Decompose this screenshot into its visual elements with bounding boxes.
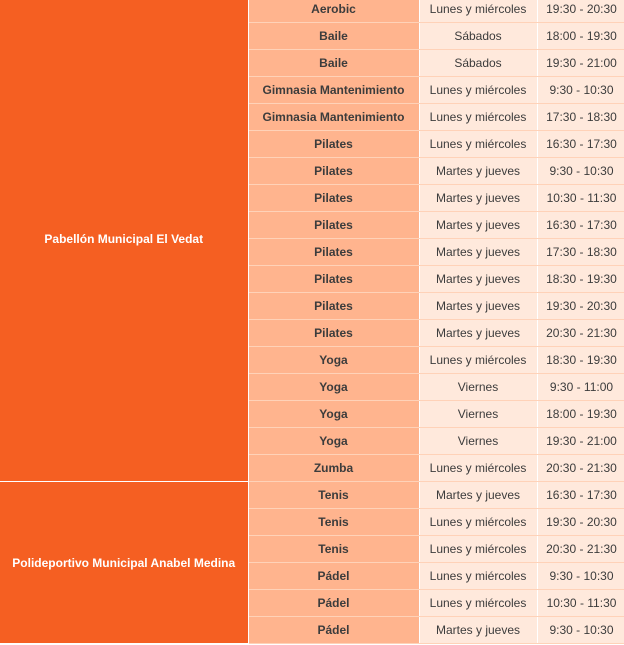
days-cell: Martes y jueves: [419, 185, 537, 212]
activity-cell: Tenis: [248, 536, 419, 563]
time-cell: 10:30 - 11:30: [537, 185, 624, 212]
days-cell: Martes y jueves: [419, 239, 537, 266]
days-cell: Lunes y miércoles: [419, 104, 537, 131]
table-row: [0, 482, 624, 509]
time-cell: 16:30 - 17:30: [537, 212, 624, 239]
time-cell: 16:30 - 17:30: [537, 131, 624, 158]
days-cell: Martes y jueves: [419, 617, 537, 644]
days-cell: Viernes: [419, 401, 537, 428]
activity-cell: Pádel: [248, 617, 419, 644]
activity-cell: Yoga: [248, 428, 419, 455]
time-cell: 16:30 - 17:30: [537, 482, 624, 509]
time-cell: 20:30 - 21:30: [537, 320, 624, 347]
days-cell: Lunes y miércoles: [419, 563, 537, 590]
days-cell: Martes y jueves: [419, 320, 537, 347]
activity-cell: Pilates: [248, 158, 419, 185]
activity-cell: Baile: [248, 50, 419, 77]
time-cell: 9:30 - 10:30: [537, 77, 624, 104]
days-cell: Lunes y miércoles: [419, 536, 537, 563]
venue-name-cell: Pabellón Municipal El Vedat: [0, 0, 248, 482]
time-cell: 18:30 - 19:30: [537, 266, 624, 293]
time-cell: 18:00 - 19:30: [537, 23, 624, 50]
days-cell: Sábados: [419, 23, 537, 50]
days-cell: Martes y jueves: [419, 158, 537, 185]
days-cell: Lunes y miércoles: [419, 455, 537, 482]
activity-cell: Gimnasia Mantenimiento: [248, 104, 419, 131]
activity-cell: Tenis: [248, 509, 419, 536]
activity-cell: Pilates: [248, 185, 419, 212]
activity-cell: Pilates: [248, 293, 419, 320]
days-cell: Lunes y miércoles: [419, 347, 537, 374]
days-cell: Sábados: [419, 50, 537, 77]
days-cell: Lunes y miércoles: [419, 590, 537, 617]
days-cell: Lunes y miércoles: [419, 77, 537, 104]
time-cell: 19:30 - 20:30: [537, 509, 624, 536]
time-cell: 9:30 - 10:30: [537, 617, 624, 644]
activity-cell: Yoga: [248, 347, 419, 374]
time-cell: 9:30 - 11:00: [537, 374, 624, 401]
activity-cell: Pilates: [248, 212, 419, 239]
days-cell: Viernes: [419, 374, 537, 401]
activity-cell: Aerobic: [248, 0, 419, 23]
time-cell: 17:30 - 18:30: [537, 239, 624, 266]
days-cell: Viernes: [419, 428, 537, 455]
days-cell: Lunes y miércoles: [419, 509, 537, 536]
activity-cell: Pádel: [248, 563, 419, 590]
activity-cell: Gimnasia Mantenimiento: [248, 77, 419, 104]
activity-cell: Zumba: [248, 455, 419, 482]
activity-cell: Baile: [248, 23, 419, 50]
activity-cell: Yoga: [248, 374, 419, 401]
time-cell: 20:30 - 21:30: [537, 455, 624, 482]
table-row: [0, 0, 624, 23]
activity-cell: Tenis: [248, 482, 419, 509]
time-cell: 18:30 - 19:30: [537, 347, 624, 374]
activity-cell: Pilates: [248, 320, 419, 347]
time-cell: 19:30 - 21:00: [537, 428, 624, 455]
days-cell: Martes y jueves: [419, 293, 537, 320]
activity-cell: Yoga: [248, 401, 419, 428]
time-cell: 17:30 - 18:30: [537, 104, 624, 131]
time-cell: 20:30 - 21:30: [537, 536, 624, 563]
time-cell: 10:30 - 11:30: [537, 590, 624, 617]
time-cell: 19:30 - 21:00: [537, 50, 624, 77]
days-cell: Martes y jueves: [419, 212, 537, 239]
activity-cell: Pilates: [248, 266, 419, 293]
venue-name-cell: Polideportivo Municipal Anabel Medina: [0, 482, 248, 644]
activity-cell: Pádel: [248, 590, 419, 617]
time-cell: 9:30 - 10:30: [537, 563, 624, 590]
time-cell: 18:00 - 19:30: [537, 401, 624, 428]
time-cell: 19:30 - 20:30: [537, 0, 624, 23]
activity-cell: Pilates: [248, 131, 419, 158]
days-cell: Martes y jueves: [419, 266, 537, 293]
time-cell: 9:30 - 10:30: [537, 158, 624, 185]
activity-cell: Pilates: [248, 239, 419, 266]
time-cell: 19:30 - 20:30: [537, 293, 624, 320]
days-cell: Lunes y miércoles: [419, 0, 537, 23]
days-cell: Lunes y miércoles: [419, 131, 537, 158]
days-cell: Martes y jueves: [419, 482, 537, 509]
